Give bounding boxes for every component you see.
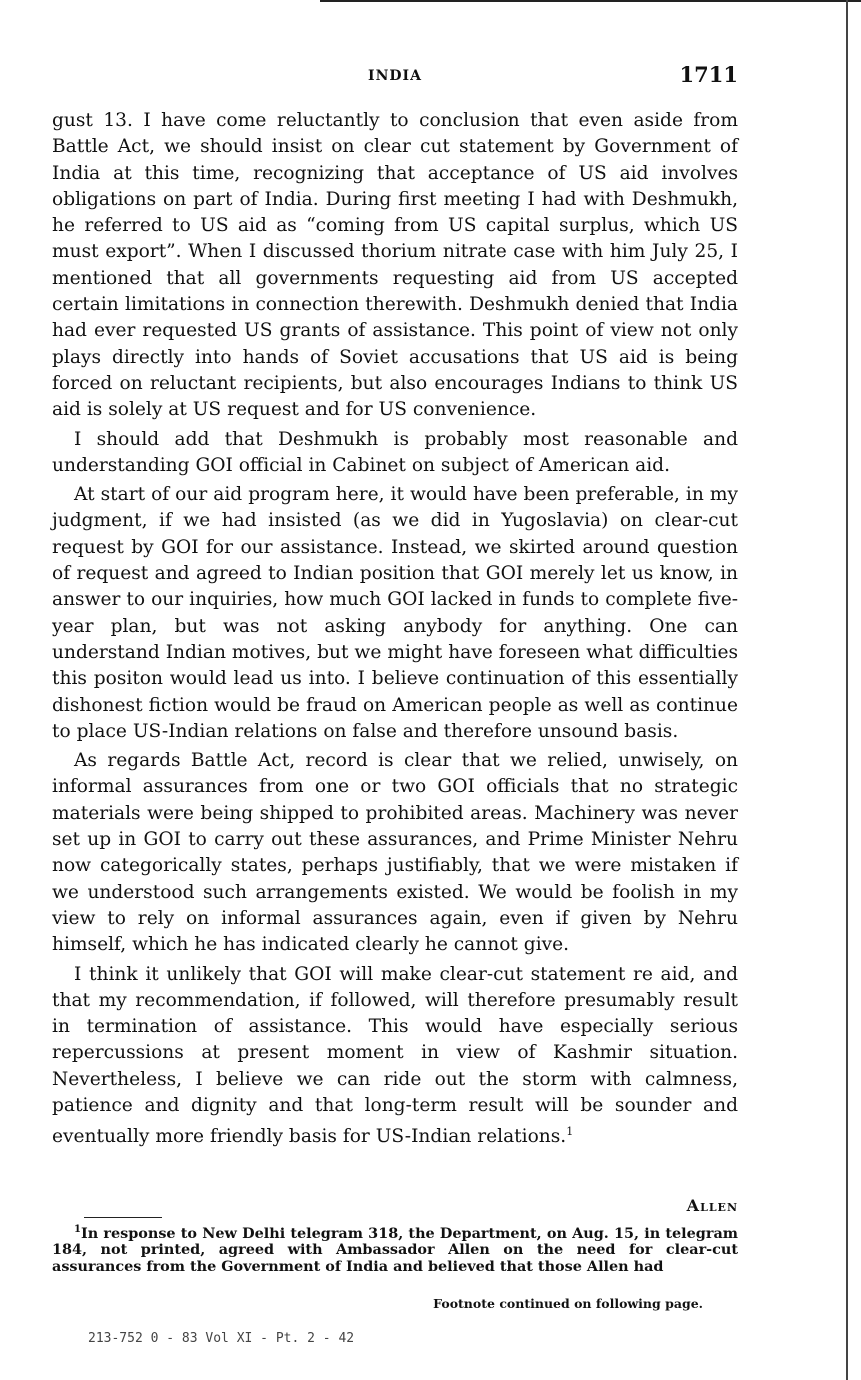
paragraph-3: At start of our aid program here, it would have been preferable, in my judgment, if we had insisted (as we did in Yugoslavia) on clear-cut request by GOI for our assistance. Instead, we skirted around question of request and agreed to Indian position that GOI merely let us know, in answer to our inquiries, how much GOI lacked in funds to complete five-year plan, but was not asking anybody for anything. One can understand Indian motives, but we might have foreseen what difficulties this positon would lead us into. I believe continuation of this essentially dishonest fiction would be fraud on American people as well as continue to place US-Indian relations on false and therefore unsound basis. [52,484,738,742]
print-code: 213-752 0 - 83 Vol XI - Pt. 2 - 42 [88,1331,355,1346]
footnote-continued-note: Footnote continued on following page. [433,1296,703,1311]
footnote [52,1222,738,1275]
footnote-divider [84,1217,162,1218]
paragraph-1: gust 13. I have come reluctantly to conclusion that even aside from Battle Act, we should insist on clear cut statement by Government of India at this time, recognizing that acceptance of US aid involves obligations on part of India. During first meeting I had with Deshmukh, he referred to US aid as “coming from US capital surplus, which US must export”. When I discussed thorium nitrate case with him July 25, I mentioned that all governments requesting aid from US accepted certain limitations in connection therewith. Deshmukh denied that India had ever requested US grants of assistance. This point of view not only plays directly into hands of Soviet accusations that US aid is being forced on reluctant recipients, but also encourages Indians to think US aid is solely at US request and for US convenience. [52,110,738,421]
page-number: 1711 [679,62,738,87]
page-right-edge [846,0,848,1380]
footnote-body [52,1222,738,1275]
page-header [52,62,738,92]
paragraph-5 [52,962,738,1151]
footnote-reference: 1 [566,1125,574,1139]
top-edge-rule [320,0,861,2]
footnote-marker: 1 [74,1224,81,1235]
footnote-text: In response to New Delhi telegram 318, the Department, on Aug. 15, in telegram 184, not printed, agreed with Ambassador Allen on the need for clear-cut assurances from the Government of India and believed that those Allen had [52,1224,738,1275]
paragraph-5-text: I think it unlikely that GOI will make clear-cut statement re aid, and that my recommendation, if followed, will therefore presumably result in termination of assistance. This would have especially serious repercussions at present moment in view of Kashmir situation. Nevertheless, I believe we can ride out the storm with calmness, patience and dignity and that long-term result will be sounder and eventually more friendly basis for US-Indian relations. [52,963,738,1148]
paragraph-4: As regards Battle Act, record is clear that we relied, unwisely, on informal assurances from one or two GOI officials that no strategic materials were being shipped to prohibited areas. Machinery was never set up in GOI to carry out these assurances, and Prime Minister Nehru now categorically states, perhaps justifiably, that we were mistaken if we understood such arrangements existed. We would be foolish in my view to rely on informal assurances again, even if given by Nehru himself, which he has indicated clearly he cannot give. [52,750,738,956]
running-head: INDIA [368,68,422,84]
document-body [52,108,738,1154]
paragraph-2: I should add that Deshmukh is probably most reasonable and understanding GOI official in Cabinet on subject of American aid. [52,428,738,476]
signature: Allen [686,1196,738,1215]
